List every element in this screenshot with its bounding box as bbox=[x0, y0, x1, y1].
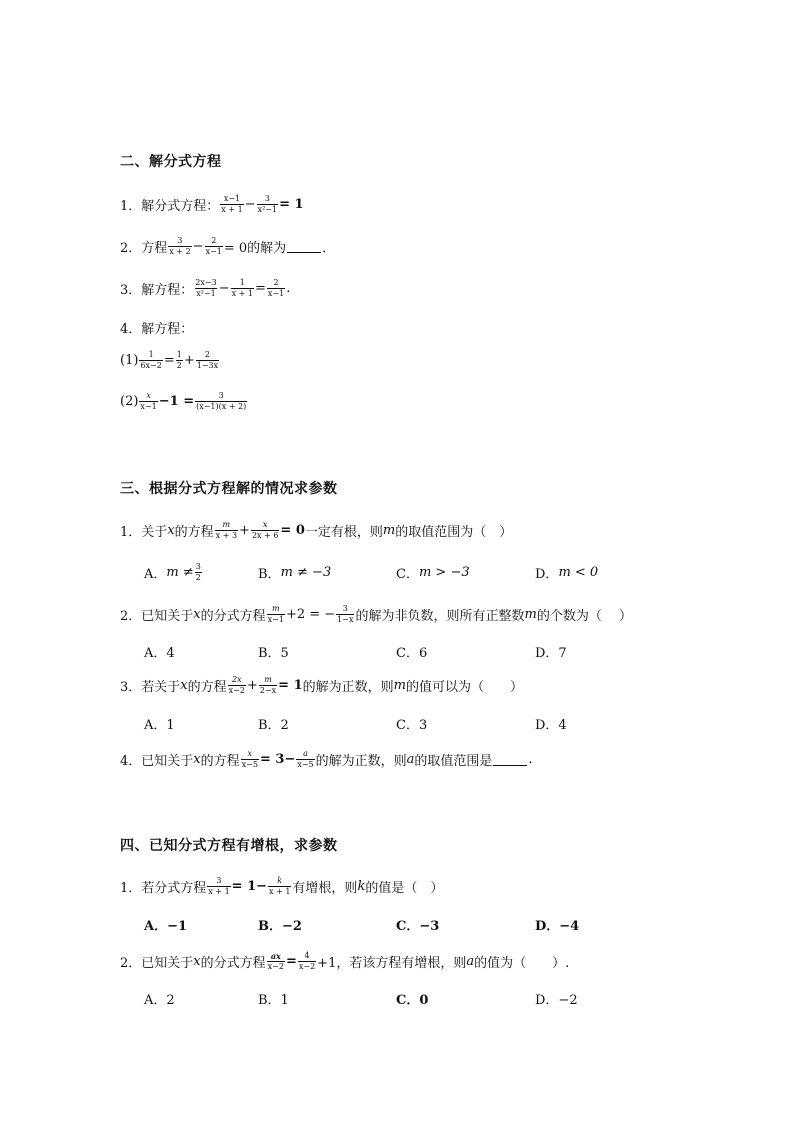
fraction: $\frac{4}{x-2}$ bbox=[298, 951, 316, 971]
fraction: $\frac{m}{2-x}$ bbox=[259, 675, 277, 695]
option-c[interactable]: C．0 bbox=[396, 993, 429, 1008]
option-c[interactable]: C． m > −3 bbox=[396, 565, 470, 582]
option-d[interactable]: D．−2 bbox=[535, 993, 578, 1008]
fraction: $\frac{3}{x + 2}$ bbox=[169, 236, 191, 256]
answer-blank[interactable] bbox=[493, 754, 527, 766]
option-d[interactable]: D．−4 bbox=[535, 919, 580, 934]
option-b[interactable]: B． m ≠ −3 bbox=[258, 565, 332, 582]
section-heading-3: 三、根据分式方程解的情况求参数 bbox=[120, 481, 338, 497]
fraction: $\frac{3}{(x-1)(x + 2)}$ bbox=[196, 391, 247, 411]
fraction: $\frac{x}{x-1}$ bbox=[140, 391, 157, 411]
fraction: $\frac{1}{x + 1}$ bbox=[231, 278, 253, 298]
option-a[interactable]: A． m ≠ $\frac{3}{2}$ bbox=[144, 562, 201, 582]
option-a[interactable]: A．2 bbox=[144, 993, 175, 1008]
option-d[interactable]: D．7 bbox=[535, 646, 567, 661]
fraction: $\frac{x}{2x + 6}$ bbox=[251, 520, 279, 540]
s3-question-3: 3．若关于 x 的方程 $\frac{2x}{x-2}$ + $\frac{m}{2-x}$ = 1 的解为正数，则 m 的值可以为（ ） bbox=[120, 675, 523, 695]
s2-question-4-part-2: (2) $\frac{x}{x-1}$ −1 = $\frac{3}{(x-1)(x + 2)}$ bbox=[120, 391, 247, 411]
option-a[interactable]: A．4 bbox=[144, 646, 175, 661]
option-b[interactable]: B．2 bbox=[258, 718, 289, 733]
option-c[interactable]: C．−3 bbox=[396, 919, 440, 934]
option-d[interactable]: D．4 bbox=[535, 718, 567, 733]
fraction: $\frac{x-1}{x + 1}$ bbox=[221, 194, 243, 214]
s3-question-1: 1．关于 x 的方程 $\frac{m}{x + 3}$ + $\frac{x}{2x + 6}$ = 0 一定有根，则 m 的取值范围为（ ） bbox=[120, 520, 513, 540]
fraction: $\frac{a}{x-5}$ bbox=[297, 749, 314, 769]
option-b[interactable]: B．1 bbox=[258, 993, 289, 1008]
s2-question-3: 3．解方程： $\frac{2x-3}{\text{x²−1}}$ − $\frac{1}{x + 1}$ = $\frac{2}{x-1}$ . bbox=[120, 278, 291, 298]
fraction: $\frac{x}{x-5}$ bbox=[241, 749, 258, 769]
s2-question-4-part-1: (1) $\frac{1}{6x-2}$ = $\frac{1}{2}$ + $\frac{2}{1-3x}$ bbox=[120, 350, 219, 370]
fraction: $\frac{3}{\text{x²−1}}$ bbox=[257, 194, 278, 214]
fraction: $\frac{1}{6x-2}$ bbox=[140, 350, 162, 370]
fraction: $\frac{3}{x + 1}$ bbox=[208, 876, 230, 896]
fraction: $\frac{m}{x + 3}$ bbox=[215, 520, 238, 540]
fraction: $\frac{2}{1-3x}$ bbox=[196, 350, 219, 370]
option-d[interactable]: D． m < 0 bbox=[535, 565, 599, 582]
s3-question-4: 4．已知关于 x 的方程 $\frac{x}{x-5}$ = 3− $\frac{a}{x-5}$ 的解为正数，则 a 的取值范围是 . bbox=[120, 749, 533, 769]
fraction: $\frac{2x-3}{\text{x²−1}}$ bbox=[195, 278, 217, 298]
fraction: $\frac{2x}{x-2}$ bbox=[228, 675, 245, 695]
fraction: $\frac{1}{2}$ bbox=[176, 350, 182, 370]
fraction: $\frac{m}{x-1}$ bbox=[267, 604, 284, 624]
fraction: $\frac{2}{x-1}$ bbox=[205, 236, 222, 256]
answer-blank[interactable] bbox=[287, 241, 321, 253]
option-b[interactable]: B．5 bbox=[258, 646, 289, 661]
option-b[interactable]: B．−2 bbox=[258, 919, 302, 934]
fraction: $\frac{3}{1-x}$ bbox=[337, 604, 354, 624]
fraction: $\frac{ax}{x-2}$ bbox=[267, 951, 284, 971]
fraction: $\frac{k}{x + 1}$ bbox=[269, 876, 291, 896]
section-heading-2: 二、解分式方程 bbox=[120, 154, 222, 170]
option-a[interactable]: A．−1 bbox=[144, 919, 188, 934]
option-c[interactable]: C．3 bbox=[396, 718, 428, 733]
s4-question-1: 1．若分式方程 $\frac{3}{x + 1}$ = 1− $\frac{k}{x + 1}$ 有增根，则 k 的值是（ ） bbox=[120, 876, 444, 896]
option-a[interactable]: A．1 bbox=[144, 718, 175, 733]
s2-question-1: 1．解分式方程： $\frac{x-1}{x + 1}$ − $\frac{3}{\text{x²−1}}$ = 1 bbox=[120, 194, 304, 214]
fraction: $\frac{2}{x-1}$ bbox=[267, 278, 285, 298]
option-c[interactable]: C．6 bbox=[396, 646, 428, 661]
s2-question-2: 2．方程 $\frac{3}{x + 2}$ − $\frac{2}{x-1}$ = 0的解为 ． bbox=[120, 236, 336, 256]
s3-question-2: 2．已知关于 x 的分式方程 $\frac{m}{x-1}$ +2 = − $\frac{3}{1-x}$ 的解为非负数，则所有正整数 m 的个数为（ ） bbox=[120, 604, 632, 624]
q-label: 1．解分式方程： bbox=[120, 199, 220, 214]
s4-question-2: 2．已知关于 x 的分式方程 $\frac{ax}{x-2}$ = $\frac{4}{x-2}$ +1，若该方程有增根，则 a 的值为（ ）. bbox=[120, 951, 570, 971]
s2-question-4: 4．解方程： bbox=[120, 322, 194, 337]
section-heading-4: 四、已知分式方程有增根，求参数 bbox=[120, 838, 338, 854]
